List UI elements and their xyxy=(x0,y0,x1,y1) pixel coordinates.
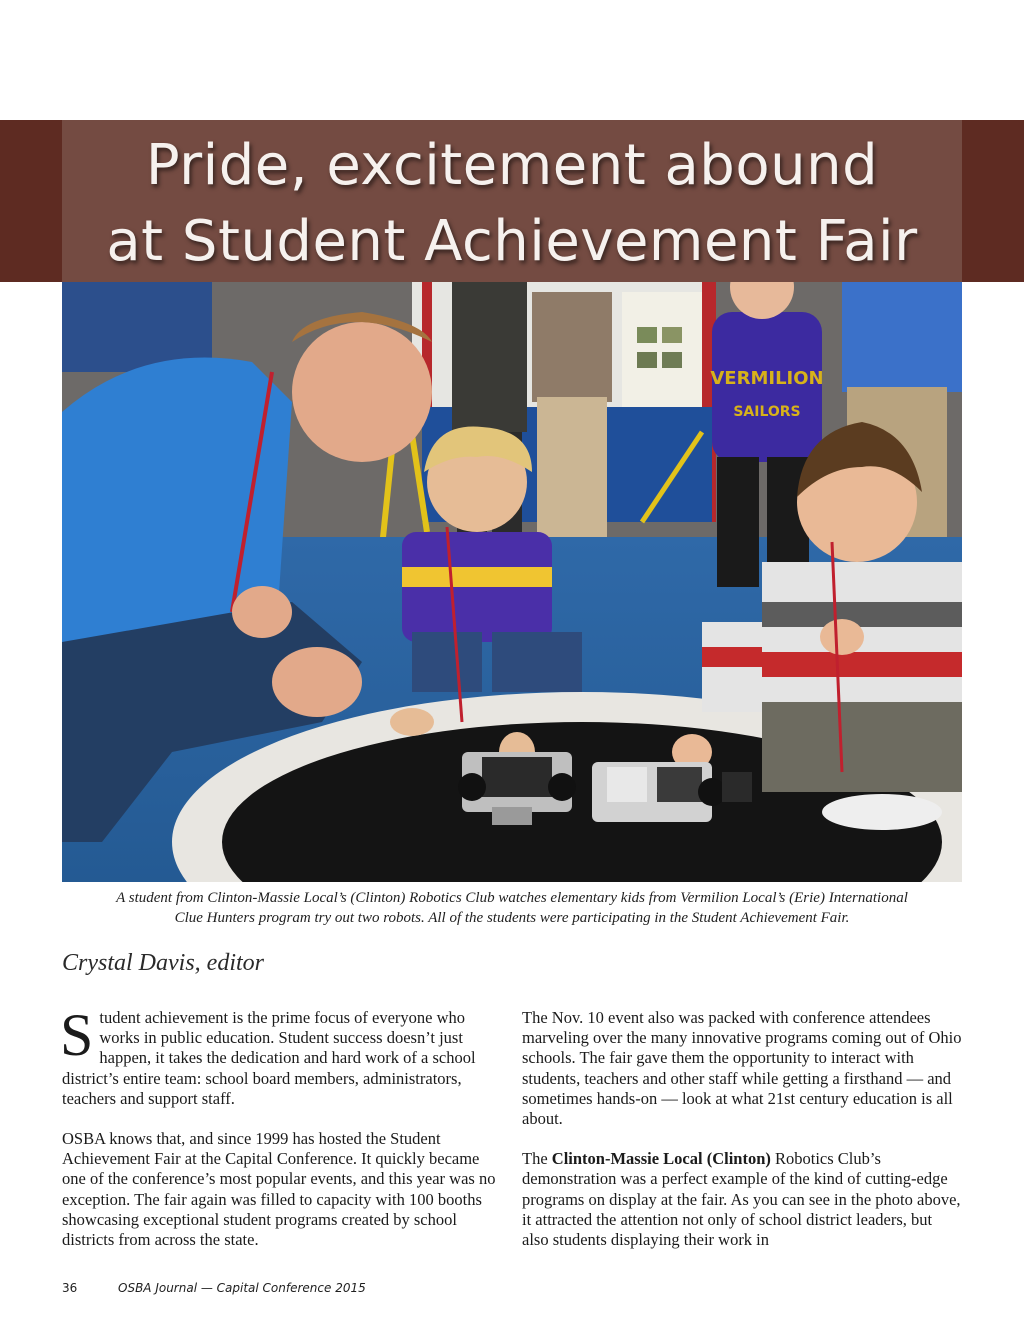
district-name: Clinton-Massie Local (Clinton) xyxy=(551,1149,771,1169)
robotics-scene-illustration xyxy=(62,282,962,882)
headline-line-2: at Student Achievement Fair xyxy=(106,209,918,274)
page-number: 36 xyxy=(62,1281,78,1295)
paragraph-4 xyxy=(522,1149,962,1250)
article-headline xyxy=(0,128,1024,280)
article-column-left xyxy=(60,1002,502,1270)
hoodie-text-2: SAILORS xyxy=(733,404,801,420)
paragraph-3: The Nov. 10 event also was packed with conference attendees marveling over the many innovative programs coming out of Ohio schools. The fair gave them the opportunity to interact with students, teachers and other staff while getting a firsthand — and sometimes hands-on — look at what 21st century education is all about. xyxy=(522,1008,962,1129)
article-column-right xyxy=(522,1008,962,1270)
feature-photo xyxy=(62,282,962,882)
photo-caption xyxy=(62,888,962,928)
hoodie-text: VERMILION xyxy=(710,368,824,389)
page-footer xyxy=(62,1281,366,1295)
headline-line-1: Pride, excitement abound xyxy=(145,133,879,198)
drop-cap: S xyxy=(60,1002,94,1068)
caption-line-2: Clue Hunters program try out two robots. All of the students were participating in the Student Achievement Fair. xyxy=(174,910,850,926)
paragraph-4-text: Robotics Club’s demonstration was a perfect example of the kind of cutting-edge programs on display at the fair. As you can see in the photo above, it attracted the attention not only of school district leaders, but also students displaying their work in xyxy=(522,1149,961,1250)
paragraph-2: OSBA knows that, and since 1999 has hosted the Student Achievement Fair at the Capital Conference. It quickly became one of the conference’s most popular events, and this year was no exception. The fair again was filled to capacity with 100 booths showcasing exceptional student programs created by school districts from across the state. xyxy=(62,1129,496,1250)
author-byline: Crystal Davis, editor xyxy=(62,950,264,976)
publication-name: OSBA Journal — Capital Conference 2015 xyxy=(118,1281,366,1295)
caption-line-1: A student from Clinton-Massie Local’s (Clinton) Robotics Club watches elementary kids from Vermilion Local’s (Erie) International xyxy=(116,890,908,906)
paragraph-1-text: tudent achievement is the prime focus of everyone who works in public education. Student success doesn’t just happen, it takes the dedication and hard work of a school district’s entire team: school board members, administrators, teachers and support staff. xyxy=(62,1008,476,1108)
paragraph-4-lead: The xyxy=(522,1149,552,1169)
paragraph-1 xyxy=(60,1002,502,1109)
